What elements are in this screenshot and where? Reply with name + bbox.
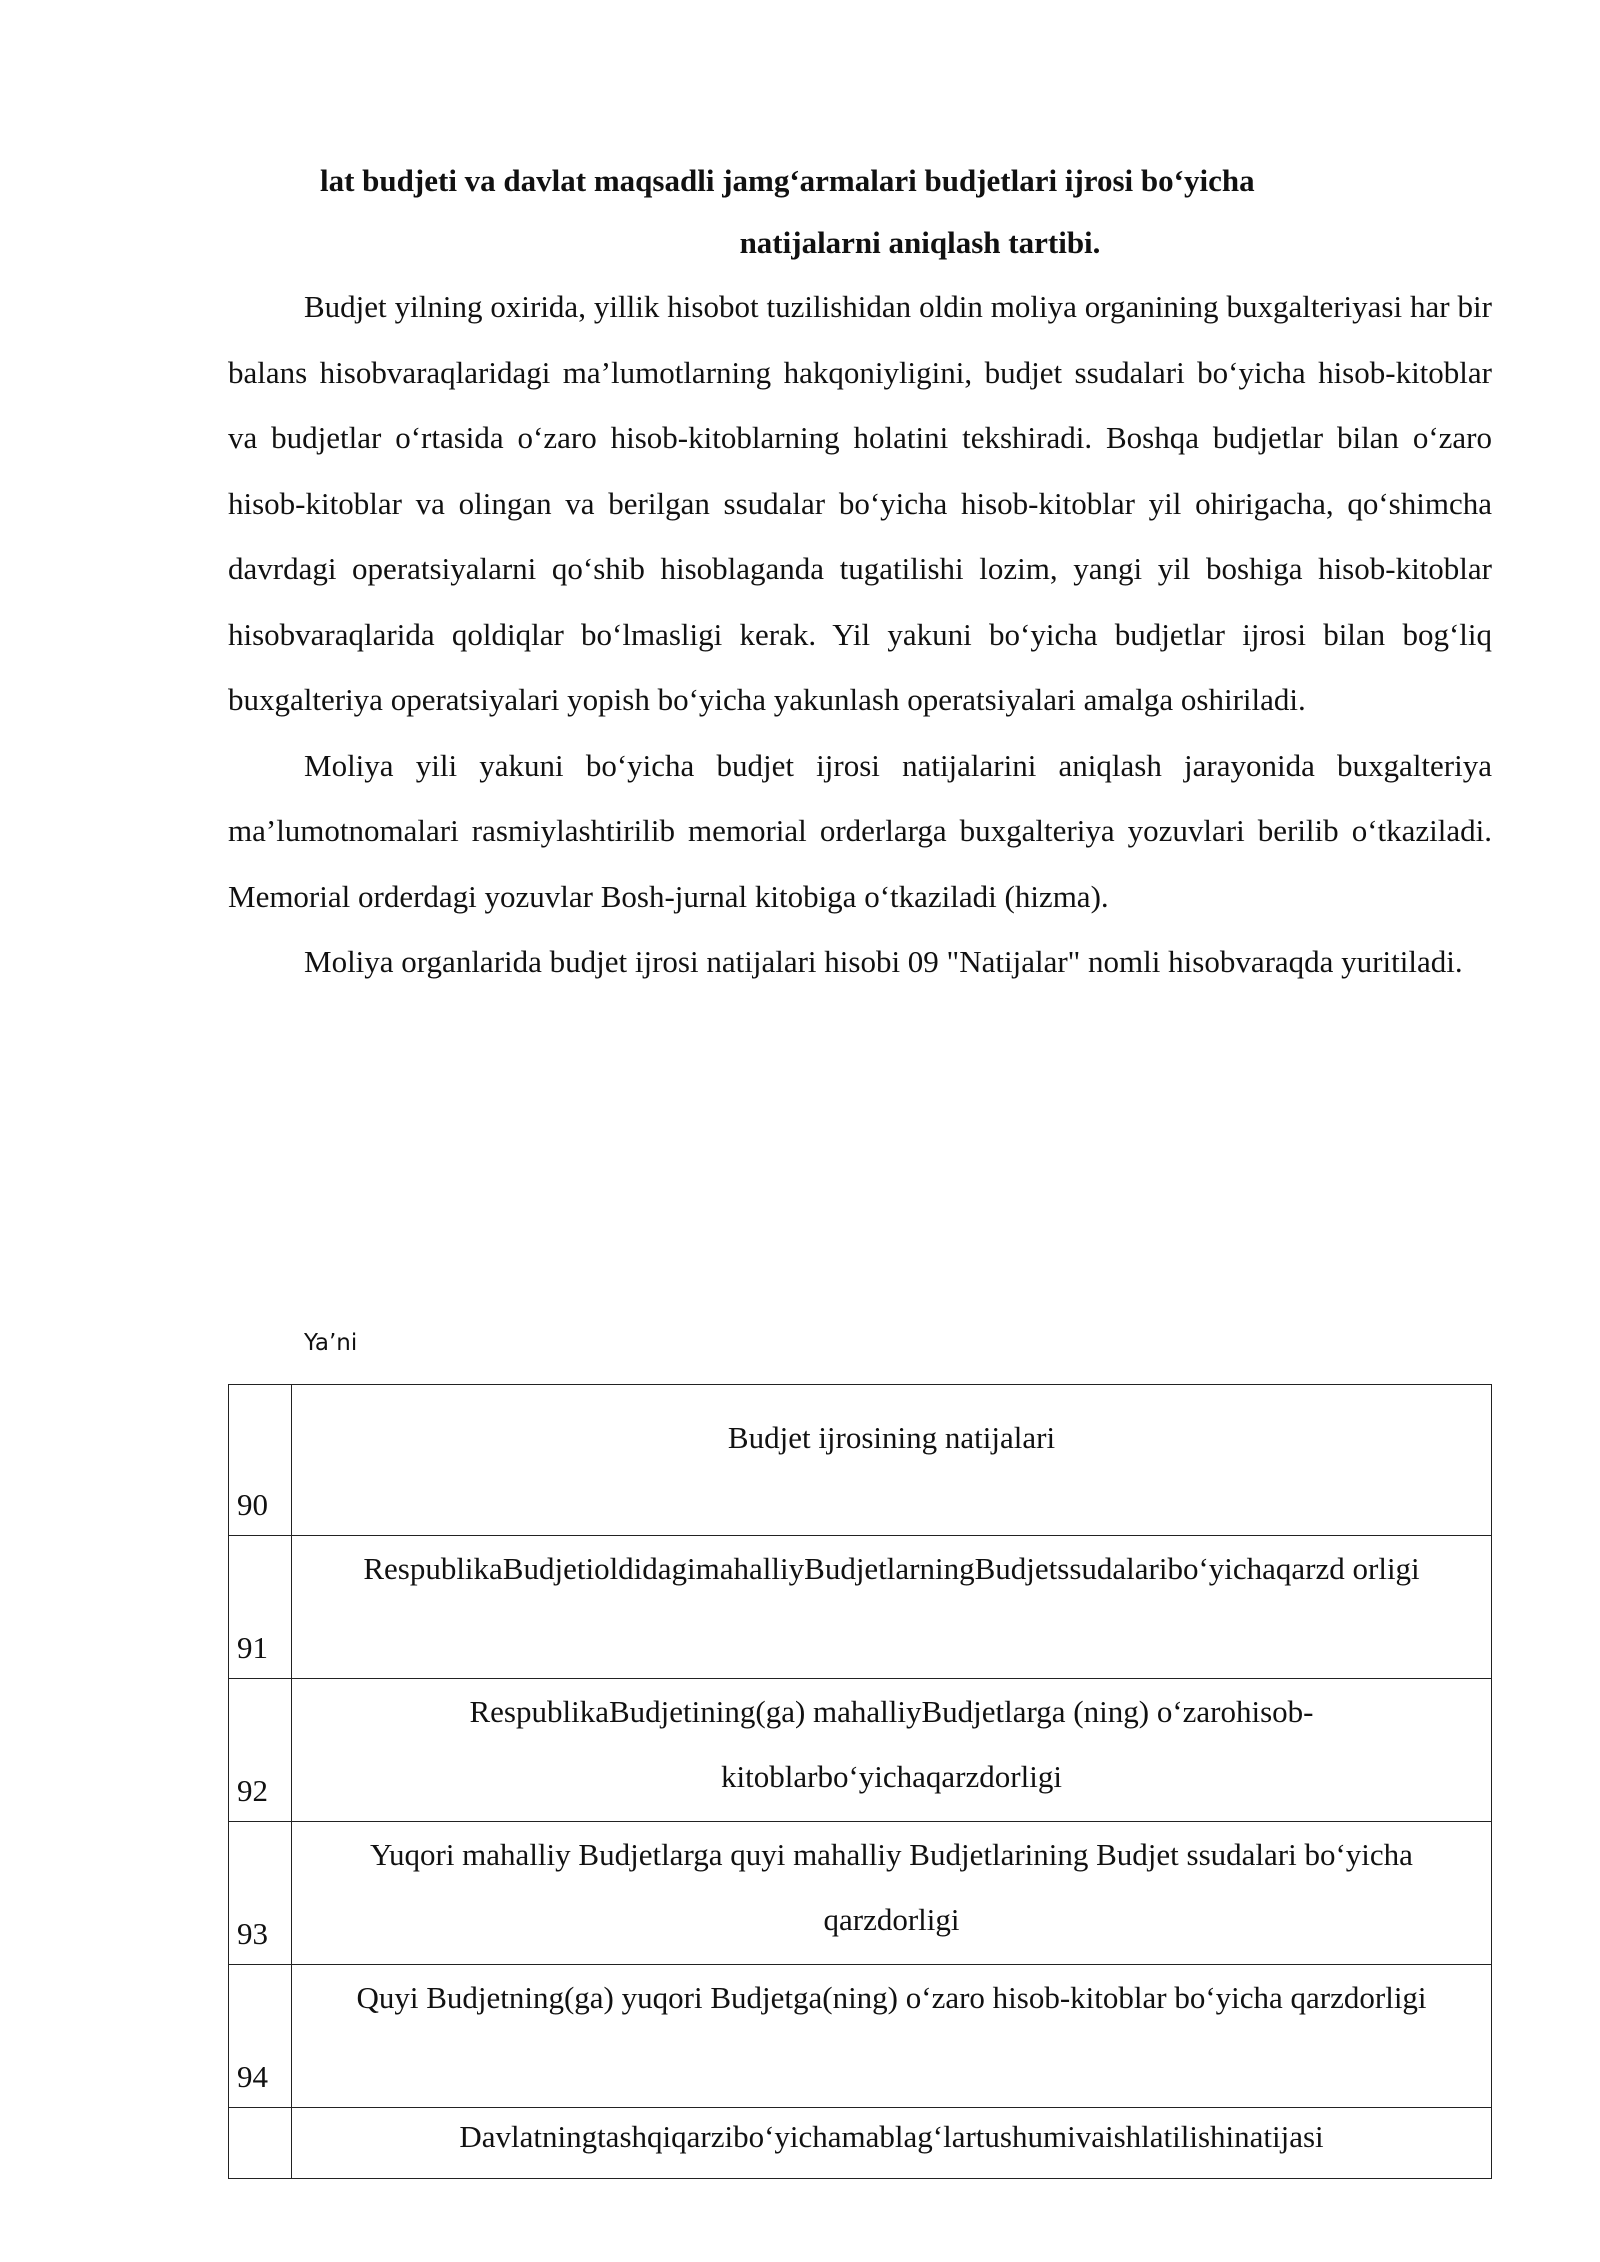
table-row xyxy=(229,1822,1492,1965)
heading-line-2: natijalarni aniqlash tartibi. xyxy=(739,225,1101,260)
account-code: 91 xyxy=(229,1536,292,1679)
account-code: 94 xyxy=(229,1965,292,2108)
yani-label: Ya’ni xyxy=(304,1330,358,1356)
account-description: Yuqori mahalliy Budjetlarga quyi mahalliy Budjetlarining Budjet ssudalari bo‘yicha qarzdorligi xyxy=(292,1822,1492,1965)
account-code: 90 xyxy=(229,1385,292,1536)
paragraph-1: Budjet yilning oxirida, yillik hisobot tuzilishidan oldin moliya organining buxgalteriyasi har bir balans hisobvaraqlaridagi ma’lumotlarning hakqoniyligini, budjet ssudalari bo‘yicha hisob-kitoblar va budjetlar o‘rtasida o‘zaro hisob-kitoblarning holatini tekshiradi. Boshqa budjetlar bilan o‘zaro hisob-kitoblar va olingan va berilgan ssudalar bo‘yicha hisob-kitoblar yil ohirigacha, qo‘shimcha davrdagi operatsiyalarni qo‘shib hisoblaganda tugatilishi lozim, yangi yil boshiga hisob-kitoblar hisobvaraqlarida qoldiqlar bo‘lmasligi kerak. Yil yakuni bo‘yicha budjetlar ijrosi bilan bog‘liq buxgalteriya operatsiyalari yopish bo‘yicha yakunlash operatsiyalari amalga oshiriladi. xyxy=(228,289,1492,717)
account-description: Budjet ijrosining natijalari xyxy=(292,1385,1492,1536)
account-description: RespublikaBudjetining(ga) mahalliyBudjetlarga (ning) o‘zarohisob-kitoblarbo‘yichaqarzdorligi xyxy=(292,1679,1492,1822)
paragraph-3: Moliya organlarida budjet ijrosi natijalari hisobi 09 "Natijalar" nomli hisobvaraqda yuritiladi. xyxy=(304,944,1463,979)
heading-line-1: lat budjeti va davlat maqsadli jamg‘armalari budjetlari ijrosi bo‘yicha xyxy=(320,163,1255,198)
account-code: 92 xyxy=(229,1679,292,1822)
accounts-table xyxy=(228,1384,1492,2179)
document-heading xyxy=(228,150,1492,274)
account-code: 93 xyxy=(229,1822,292,1965)
account-code xyxy=(229,2108,292,2179)
table-row xyxy=(229,1385,1492,1536)
table-row xyxy=(229,1965,1492,2108)
table-row xyxy=(229,2108,1492,2179)
table-row xyxy=(229,1536,1492,1679)
table-row xyxy=(229,1679,1492,1822)
account-description: Davlatningtashqiqarzibo‘yichamablag‘lartushumivaishlatilishinatijasi xyxy=(292,2108,1492,2179)
document-body xyxy=(228,150,1492,995)
account-description: RespublikaBudjetioldidagimahalliyBudjetlarningBudjetssudalaribo‘yichaqarzd orligi xyxy=(292,1536,1492,1679)
account-description: Quyi Budjetning(ga) yuqori Budjetga(ning) o‘zaro hisob-kitoblar bo‘yicha qarzdorligi xyxy=(292,1965,1492,2108)
paragraph-2: Moliya yili yakuni bo‘yicha budjet ijrosi natijalarini aniqlash jarayonida buxgalteriya ma’lumotnomalari rasmiylashtirilib memorial orderlarga buxgalteriya yozuvlari berilib o‘tkaziladi. Memorial orderdagi yozuvlar Bosh-jurnal kitobiga o‘tkaziladi (hizma). xyxy=(228,747,1492,914)
